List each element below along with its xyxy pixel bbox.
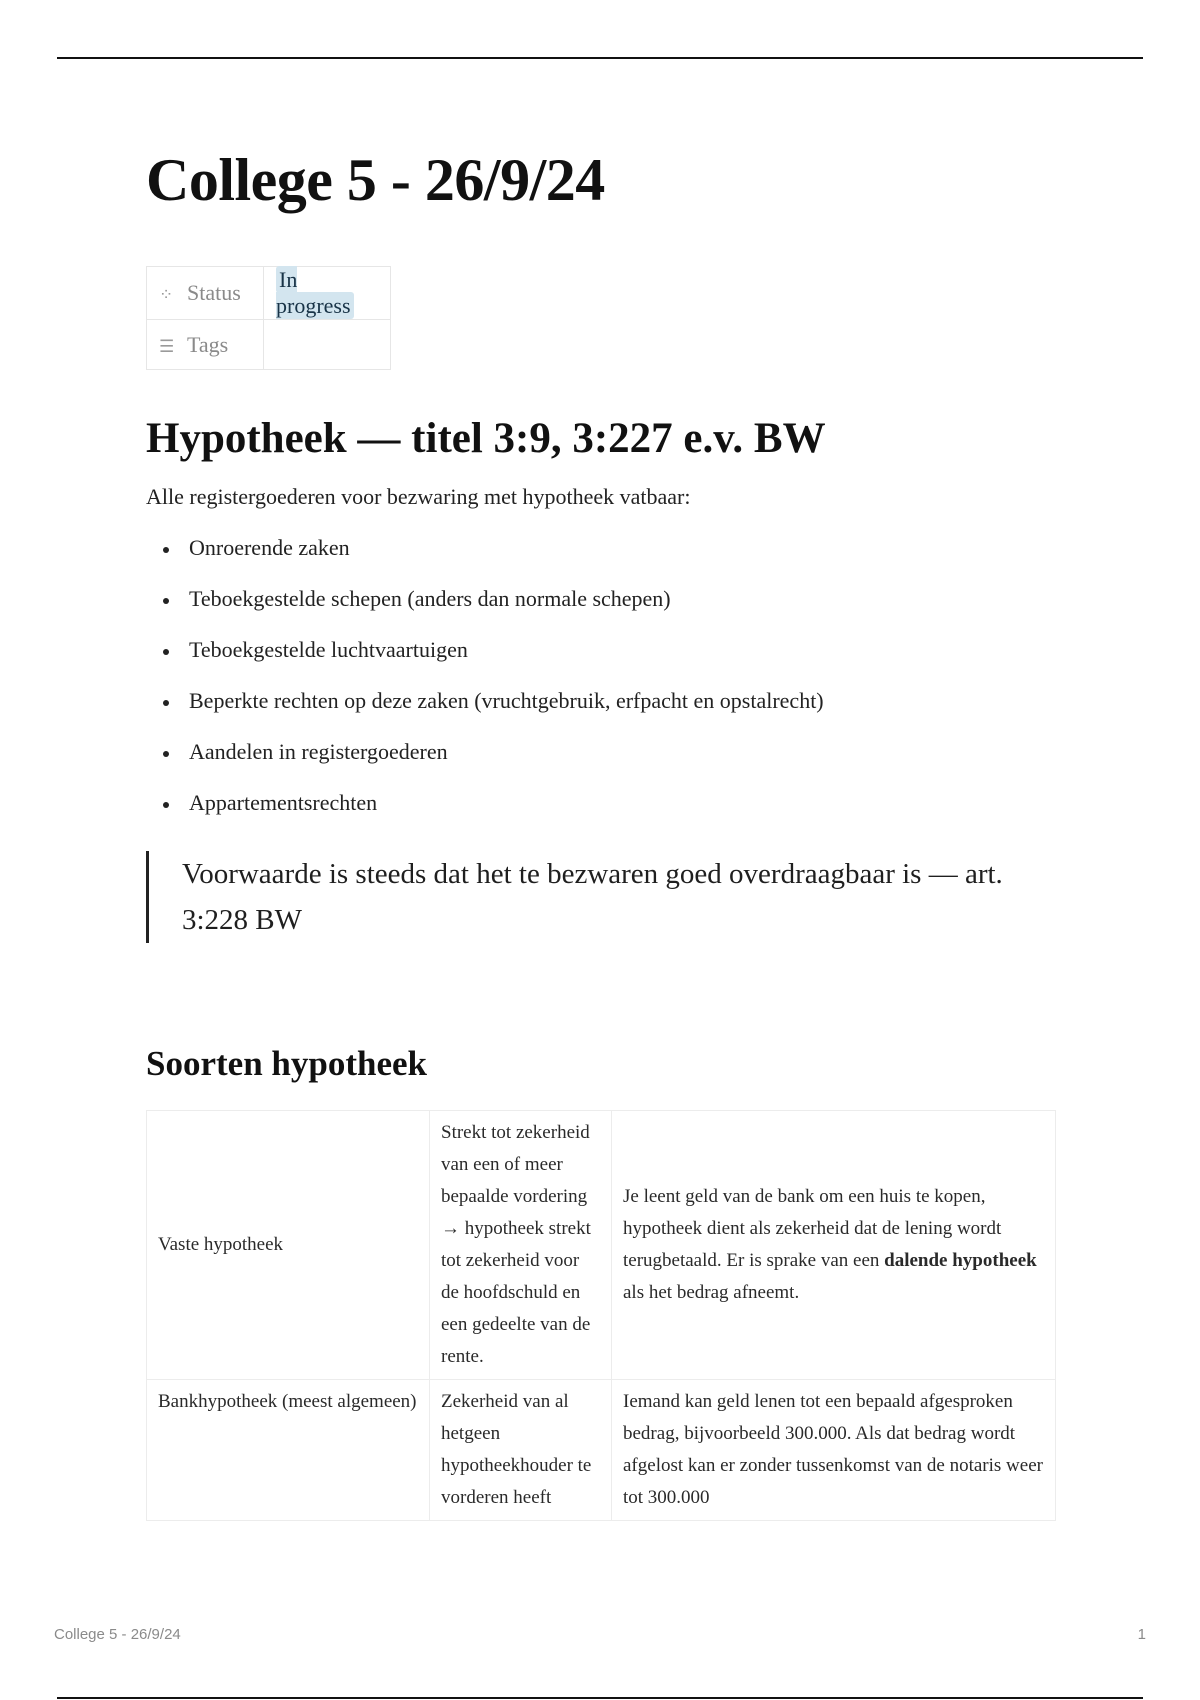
table-cell-name: Bankhypotheek (meest algemeen) [147, 1380, 430, 1521]
subsection-heading: Soorten hypotheek [146, 1044, 427, 1083]
list-icon: ☰ [159, 336, 175, 357]
section-intro: Alle registergoederen voor bezwaring met hypotheek vatbaar: [146, 484, 691, 509]
section-heading: Hypotheek — titel 3:9, 3:227 e.v. BW [146, 415, 826, 462]
status-key [147, 267, 264, 320]
table-row [147, 1380, 1056, 1521]
list-item: Teboekgestelde luchtvaartuigen [146, 630, 824, 681]
table-cell-summary: Strekt tot zekerheid van een of meer bepaalde vordering → hypotheek strekt tot zekerheid voor de hoofdschuld en een gedeelte van de rente. [430, 1111, 612, 1380]
list-item: Beperkte rechten op deze zaken (vruchtgebruik, erfpacht en opstalrecht) [146, 681, 824, 732]
registergoederen-list [146, 528, 824, 834]
tags-key [147, 320, 264, 370]
status-badge[interactable]: In progress [276, 266, 354, 319]
list-item: Onroerende zaken [146, 528, 824, 579]
hypotheek-table-container [146, 1110, 1056, 1556]
list-item: Appartementsrechten [146, 783, 824, 834]
status-property [147, 267, 391, 320]
tags-label: Tags [187, 331, 229, 357]
status-label: Status [187, 280, 241, 305]
footer-page-number: 1 [1137, 1626, 1146, 1643]
quote-block: Voorwaarde is steeds dat het te bezwaren goed overdraagbaar is — art. 3:228 BW [146, 851, 1062, 943]
page-title: College 5 - 26/9/24 [146, 147, 605, 213]
table-cell-summary: Zekerheid van al hetgeen hypotheekhouder te vorderen heeft [430, 1380, 612, 1521]
status-value-cell[interactable] [264, 267, 391, 320]
table-cell-detail: Iemand kan geld lenen tot een bepaald afgesproken bedrag, bijvoorbeeld 300.000. Als dat bedrag wordt afgelost kan er zonder tussenkomst van de notaris weer tot 300.000 [612, 1380, 1056, 1521]
bottom-rule [57, 1697, 1143, 1699]
top-rule [57, 57, 1143, 59]
footer-doc-title: College 5 - 26/9/24 [54, 1626, 181, 1643]
table-cell-detail [612, 1111, 1056, 1380]
tags-value-cell[interactable] [264, 320, 391, 370]
hypotheek-table [146, 1110, 1056, 1521]
loading-icon: ⁘ [159, 285, 174, 305]
tags-property [147, 320, 391, 370]
properties-table [146, 266, 391, 370]
detail-bold-text: dalende hypotheek [884, 1250, 1037, 1271]
table-cell-name: Vaste hypotheek [147, 1111, 430, 1380]
list-item: Aandelen in registergoederen [146, 732, 824, 783]
detail-text-end: als het bedrag afneemt. [623, 1282, 800, 1303]
detail-text: Je leent geld van de bank om een huis te kopen, hypotheek dient als zekerheid dat de lening wordt terugbetaald. Er is sprake van een [623, 1186, 1002, 1271]
table-row [147, 1111, 1056, 1380]
list-item: Teboekgestelde schepen (anders dan normale schepen) [146, 579, 824, 630]
